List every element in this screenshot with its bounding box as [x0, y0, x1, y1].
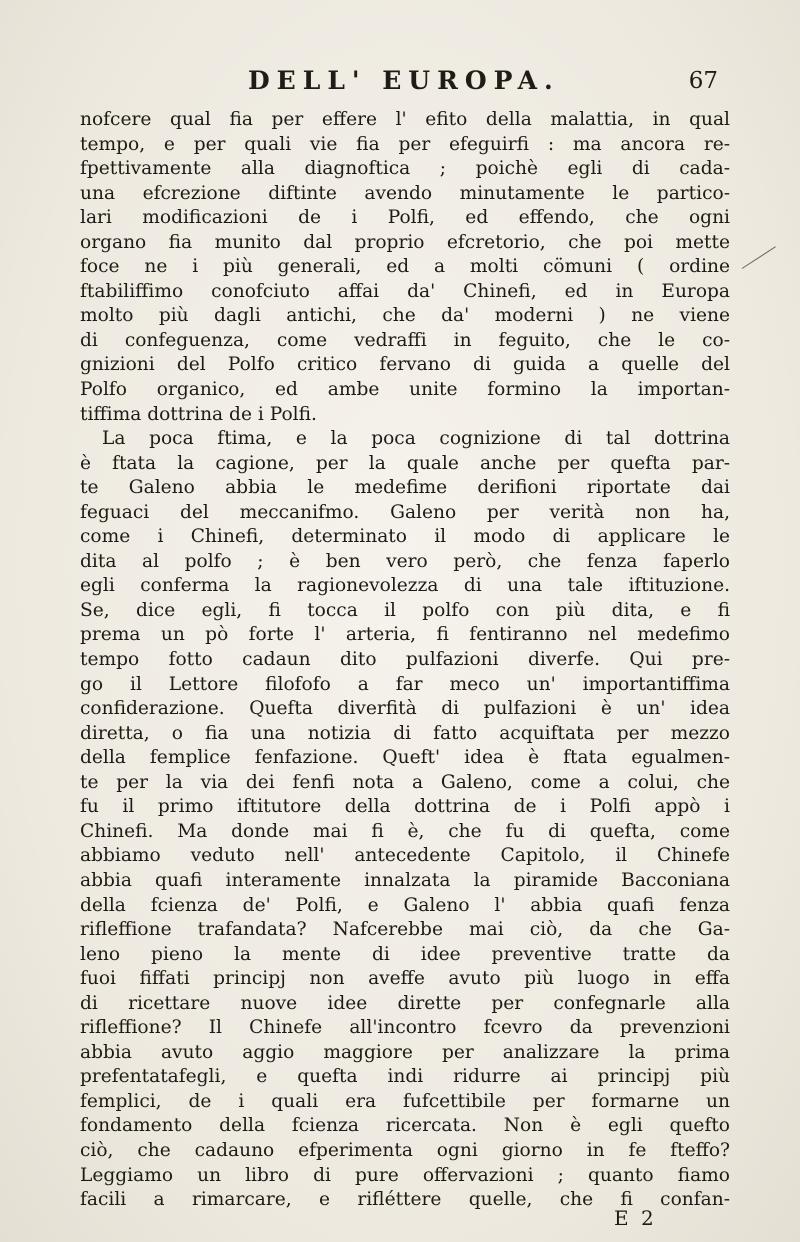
text-line: di ricettare nuove idee dirette per confegnarle alla	[80, 992, 730, 1014]
text-line: di confeguenza, come vedraffi in feguito, che le co-	[80, 329, 730, 351]
text-line: egli conferma la ragionevolezza di una tale iftituzione.	[80, 575, 730, 597]
page-header	[0, 66, 800, 106]
text-line: abbia avuto aggio maggiore per analizzare la prima	[80, 1041, 730, 1063]
text-line: della fcienza de' Polfi, e Galeno l' abbia quafi fenza	[80, 894, 730, 916]
text-line: fpettivamente alla diagnoftica ; poichè egli di cada-	[80, 158, 730, 180]
text-line: una efcrezione diftinte avendo minutamente le partico-	[80, 182, 730, 204]
text-line: prema un pò forte l' arteria, fi fentiranno nel medefimo	[80, 624, 730, 646]
text-line: ciò, che cadauno efperimenta ogni giorno in fe fteffo?	[80, 1139, 730, 1161]
text-line: organo fia munito dal proprio efcretorio, che poi mette	[80, 231, 730, 253]
text-line: leno pieno la mente di idee preventive tratte da	[80, 943, 730, 965]
text-line: come i Chinefi, determinato il modo di applicare le	[80, 526, 730, 548]
text-line: Se, dice egli, fi tocca il polfo con più dita, e fi	[80, 599, 730, 621]
margin-pencil-mark	[742, 246, 776, 269]
text-line: abbiamo veduto nell' antecedente Capitolo, il Chinefe	[80, 845, 730, 867]
text-line: te per la via dei fenfi nota a Galeno, come a colui, che	[80, 771, 730, 793]
text-line: prefentatafegli, e quefta indi ridurre ai principj più	[80, 1066, 730, 1088]
text-line: rifleffione? Il Chinefe all'incontro fcevro da prevenzioni	[80, 1017, 730, 1039]
running-head: DELL' EUROPA.	[248, 66, 560, 95]
text-line: te Galeno abbia le medefime derifioni riportate dai	[80, 477, 730, 499]
text-line: rifleffione trafandata? Nafcerebbe mai ciò, da che Ga-	[80, 919, 730, 941]
paragraph-start-line: La poca ftima, e la poca cognizione di tal dottrina	[102, 428, 730, 450]
text-line: Leggiamo un libro di pure offervazioni ; quanto fiamo	[80, 1164, 730, 1186]
text-line: molto più dagli antichi, che da' moderni ) ne viene	[80, 305, 730, 327]
text-line: facili a rimarcare, e rifléttere quelle, che fi confan-	[80, 1189, 730, 1211]
catchword-signature: E 2	[614, 1206, 657, 1230]
text-line: feguaci del meccanifmo. Galeno per verità non ha,	[80, 501, 730, 523]
text-line: diretta, o fia una notizia di fatto acquiftata per mezzo	[80, 722, 730, 744]
text-line: è ftata la cagione, per la quale anche per quefta par-	[80, 452, 730, 474]
text-line: fondamento della fcienza ricercata. Non è egli quefto	[80, 1115, 730, 1137]
body-text	[80, 108, 730, 1213]
text-line: ftabiliffimo conofciuto affai da' Chinefi, ed in Europa	[80, 280, 730, 302]
text-line: confiderazione. Quefta diverfità di pulfazioni è un' idea	[80, 698, 730, 720]
text-line: tempo fotto cadaun dito pulfazioni diverfe. Qui pre-	[80, 649, 730, 671]
text-line: tiffima dottrina de i Polfi.	[80, 403, 317, 425]
text-line: della femplice fenfazione. Queft' idea è ftata egualmen-	[80, 747, 730, 769]
text-line: fu il primo iftitutore della dottrina de i Polfi appò i	[80, 796, 730, 818]
text-line: nofcere qual fia per effere l' efito della malattia, in qual	[80, 109, 730, 130]
text-line: go il Lettore filofofo a far meco un' importantiffima	[80, 673, 730, 695]
text-line: abbia quafi interamente innalzata la piramide Bacconiana	[80, 869, 730, 891]
text-line: foce ne i più generali, ed a molti cömuni ( ordine	[80, 256, 730, 278]
text-line: gnizioni del Polfo critico fervano di guida a quelle del	[80, 354, 730, 376]
text-line: tempo, e per quali vie fia per efeguirfi : ma ancora re-	[80, 133, 730, 155]
text-line: femplici, de i quali era fufcettibile per formarne un	[80, 1090, 730, 1112]
text-line: fuoi fiffati principj non aveffe avuto più luogo in effa	[80, 968, 730, 990]
page-number: 67	[688, 68, 718, 94]
text-line: Polfo organico, ed ambe unite formino la importan-	[80, 379, 730, 401]
text-line: lari modificazioni de i Polfi, ed effendo, che ogni	[80, 207, 730, 229]
text-line: Chinefi. Ma donde mai fi è, che fu di quefta, come	[80, 820, 730, 842]
text-line: dita al polfo ; è ben vero però, che fenza faperlo	[80, 550, 730, 572]
